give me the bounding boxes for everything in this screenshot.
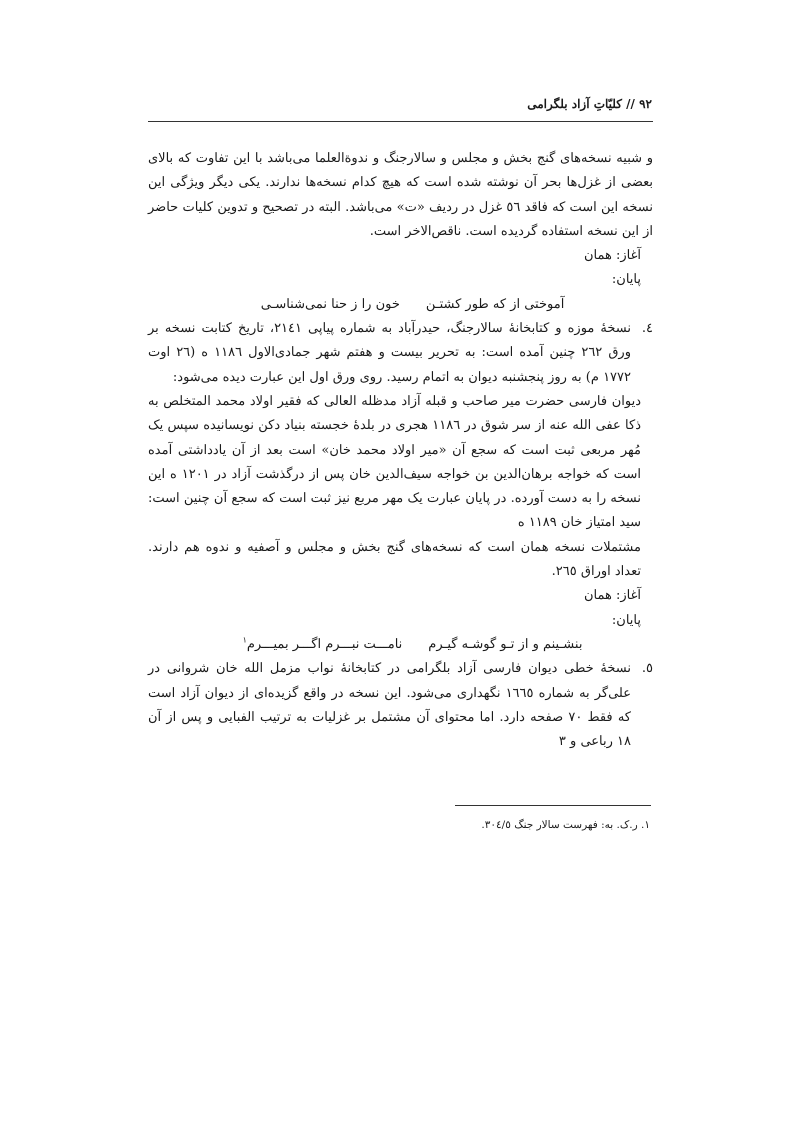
verse-hemistich-first: بنشـینم و از تـو گوشـه گیـرم (428, 636, 583, 652)
header-rule (148, 121, 653, 122)
payan-line: پایان: (611, 612, 641, 628)
verse-hemistich-second: نامـــت نبـــرم اگـــر بمیـــرم (246, 636, 403, 652)
verse-line (148, 633, 653, 657)
paragraph-diwan-note: دیوان فارسی حضرت میر صاحب و قبله آزاد مدظله العالی که فقیر اولاد محمد المتخلص به ذکا عفی الله عنه از سر شوق در ١١٨٦ هجری در بلدهٔ خجسته بنیاد دکن نویسانیده سپس یک مُهر مربعی ثبت است که سجع آن «میر اولاد محمد خان» است بعد از آن یادداشتی آمده است که خواجه برهان‌الدین بن خواجه سیف‌الدین خان پس از درگذشت آزاد در ١٢٠١ ه این نسخه را به دست آورده. در پایان عبارت یک مهر مربع نیز ثبت است که سجع آن چنین است: سید امتیاز خان ١١٨٩ ه (148, 393, 641, 531)
list-item-number: ٥. (641, 661, 653, 677)
footnote-rule (455, 805, 651, 806)
body-text (148, 147, 653, 754)
payan-line: پایان: (611, 272, 641, 288)
list-item-text: نسخهٔ موزه و کتابخانهٔ سالارجنگ، حیدرآباد به شماره پیاپی ٢١٤١، تاریخ کتابت نسخه بر ورق ٢٦٢ چنین آمده است: به تحریر بیست و هفتم شهر جمادی‌الاول ١١٨٦ ه (٢٦ اوت ١٧٧٢ م) به روز پنجشنبه دیوان به اتمام رسید. روی ورق اول این عبارت دیده می‌شود: (148, 321, 632, 385)
verse-line (148, 293, 653, 317)
footnote: ١. ر.ک. به: فهرست سالار جنگ ٣٠٤/٥. (481, 819, 650, 831)
aghaz-line: آغاز: همان (583, 248, 641, 264)
list-item-4 (148, 317, 653, 390)
aghaz-line: آغاز: همان (583, 588, 641, 604)
footnote-marker: ١ (242, 635, 247, 645)
list-item-number: ٤. (641, 321, 653, 337)
paragraph-contents: مشتملات نسخه همان است که نسخه‌های گنج بخش و مجلس و آصفیه و ندوه هم دارند. تعداد اوراق ٢٦٥. (148, 539, 641, 580)
list-item-5 (148, 657, 653, 754)
verse-hemistich-second: خون را ز حنا نمی‌شناسـی (260, 296, 400, 312)
list-item-text: نسخهٔ خطی دیوان فارسی آزاد بلگرامی در کتابخانهٔ نواب مزمل الله خان شروانی در علی‌گر به شماره ١٦٦٥ نگهداری می‌شود. این نسخه در واقع گزیده‌ای از دیوان آزاد است که فقط ٧٠ صفحه دارد. اما محتوای آن مشتمل بر غزلیات به ترتیب الفبایی و پس از آن ١٨ رباعی و ٣ (148, 661, 631, 750)
running-header: ۹۲ // کلیّاتِ آزاد بلگرامی (527, 97, 652, 111)
paragraph-continuation: و شبیه نسخه‌های گنج بخش و مجلس و سالارجنگ و ندوةالعلما می‌باشد با این تفاوت که بالای بعضی از غزل‌ها بحر آن نوشته شده است که هیچ کدام نسخه‌ها ندارند. یکی دیگر ویژگی این نسخه این است که فاقد ٥٦ غزل در ردیف «ت» می‌باشد. البته در تصحیح و تدوین کلیات حاضر از این نسخه استفاده گردیده است. ناقص‌الاخر است. (148, 151, 653, 239)
verse-hemistich-first: آموختی از که طور کشتـن (425, 296, 565, 312)
